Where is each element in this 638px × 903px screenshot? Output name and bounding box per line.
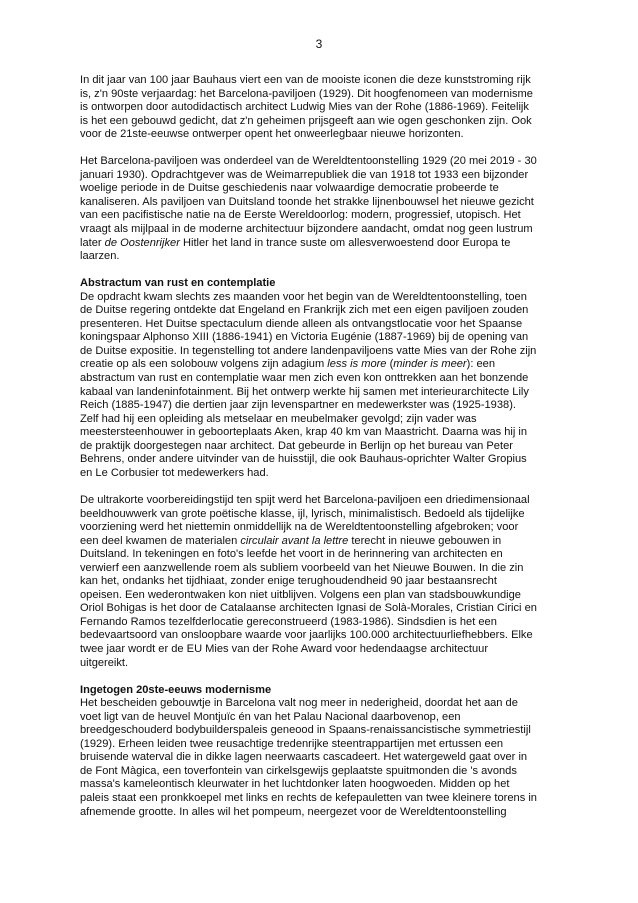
text-segment: en Le Corbusier tot medewerkers had. bbox=[80, 466, 269, 479]
text-line bbox=[80, 182, 568, 196]
text-segment: Duitsland. In tekeningen en foto's leefde het voort in de herinnering van architecten en bbox=[80, 548, 503, 561]
text-line bbox=[80, 562, 568, 576]
text-segment: voet ligt van de heuvel Montjuïc én van het Palau Nacional daarbovenop, een bbox=[80, 710, 461, 723]
text-segment: kan het, ondanks het tijdhiaat, zonder enige terughoudendheid 90 jaar bestaansrecht bbox=[80, 575, 497, 588]
text-segment: kabaal van landeninfotainment. Bij het ontwerp werkte hij samen met interieurarchitecte Lily bbox=[80, 385, 529, 398]
text-segment: abstractum van rust en contemplatie waar men zich even kon onttrekken aan het bonzende bbox=[80, 372, 529, 385]
text-segment: is ontworpen door autodidactisch architect Ludwig Mies van der Rohe (1886-1969). Feitelijk bbox=[80, 101, 529, 114]
text-segment: opeisen. Een wederontwaken kon niet uitblijven. Volgens een plan van stadsbouwkundige bbox=[80, 588, 521, 601]
text-segment: Het Barcelona-paviljoen was onderdeel van de Wereldtentoonstelling 1929 (20 mei 2019 - 30 bbox=[80, 155, 537, 168]
text-line bbox=[80, 629, 568, 643]
text-segment: terecht in nieuwe gebouwen in bbox=[348, 534, 502, 547]
text-line bbox=[80, 778, 568, 792]
italic-text: de Oostenrijker bbox=[104, 236, 180, 249]
paragraph bbox=[80, 74, 568, 142]
text-line bbox=[80, 724, 568, 738]
text-segment: massa's kameleontisch kleurwater in het luchtdonker laten hoogwoeden. Midden op het bbox=[80, 778, 510, 791]
text-line bbox=[80, 806, 568, 820]
text-line bbox=[80, 751, 568, 765]
text-segment: Fernando Ramos tezelfderlocatie gereconstrueerd (1983-1986). Sindsdien is het een bbox=[80, 615, 497, 628]
text-segment: twee jaar wordt er de EU Mies van der Rohe Award voor hedendaagse architectuur bbox=[80, 642, 489, 655]
text-line bbox=[80, 169, 568, 183]
text-segment: De ultrakorte voorbereidingstijd ten spijt werd het Barcelona-paviljoen een driedimensionaal bbox=[80, 493, 530, 506]
paragraph bbox=[80, 277, 568, 480]
text-line bbox=[80, 440, 568, 454]
text-line bbox=[80, 426, 568, 440]
text-line bbox=[80, 101, 568, 115]
text-segment: Het bescheiden gebouwtje in Barcelona valt nog meer in nederigheid, doordat het aan de bbox=[80, 697, 518, 710]
text-line bbox=[80, 792, 568, 806]
text-segment: uitgereikt. bbox=[80, 656, 129, 669]
text-line bbox=[80, 738, 568, 752]
text-segment: In dit jaar van 100 jaar Bauhaus viert een van de mooiste iconen die deze kunststroming rijk bbox=[80, 74, 531, 86]
text-segment: Oriol Bohigas is het door de Catalaanse architecten Ignasi de Solà-Morales, Cristian Cirici en bbox=[80, 602, 537, 615]
text-line bbox=[80, 521, 568, 535]
text-segment: bruisende waterval die in dikke lagen neerwaarts cascadeert. Het watergeweld gaat over in bbox=[80, 751, 528, 764]
text-line bbox=[80, 589, 568, 603]
text-segment: januari 1930). Opdrachtgever was de Weimarrepubliek die van 1918 tot 1933 een bijzonder bbox=[80, 168, 529, 181]
text-segment: de praktijk doorgestegen naar architect. Dat gebeurde in Berlijn op het bureau van Peter bbox=[80, 439, 513, 452]
section-heading: Ingetogen 20ste-eeuws modernisme bbox=[80, 683, 272, 696]
text-segment: De opdracht kwam slechts zes maanden voor het begin van de Wereldtentoonstelling, toen bbox=[80, 290, 527, 303]
text-segment: de Font Màgica, een toverfontein van cirkelsgewijs geplaatste spuitmonden die 's avonds bbox=[80, 764, 517, 777]
text-segment: voor de 21ste-eeuwse ontwerper opent het onweerlegbaar nieuwe horizonten. bbox=[80, 128, 464, 141]
text-segment: beeldhouwwerk van grote poëtische klasse, ijl, lyrisch, minimalistisch. Bedoeld als tijdelijke bbox=[80, 507, 525, 520]
text-segment: breedgeschouderd bodybuilderspaleis geneood in Spaans-renaissancistische symmetriestijl bbox=[80, 724, 531, 737]
text-segment: (1929). Erheen leiden twee reusachtige tredenrijke steentrappartijen met ertussen een bbox=[80, 737, 504, 750]
text-segment: vraagt als mijlpaal in de moderne architectuur bijzondere aandacht, omdat nog geen lustrum bbox=[80, 223, 533, 236]
text-line bbox=[80, 345, 568, 359]
text-line bbox=[80, 467, 568, 481]
text-line bbox=[80, 74, 568, 88]
text-line bbox=[80, 358, 568, 372]
text-line bbox=[80, 548, 568, 562]
text-line bbox=[80, 128, 568, 142]
text-segment: meestersteenhouwer in geboorteplaats Aken, krap 40 km van Maastricht. Daarna was hij in bbox=[80, 426, 528, 439]
document-body bbox=[80, 74, 568, 819]
paragraph bbox=[80, 684, 568, 819]
text-segment: afnemende grootte. In alles wil het pompeum, neergezet voor de Wereldtentoonstelling bbox=[80, 805, 507, 818]
text-segment: woelige periode in de Duitse geschiedenis naar volwaardige democratie probeerde te bbox=[80, 182, 499, 195]
text-line bbox=[80, 616, 568, 630]
text-segment: laarzen. bbox=[80, 250, 120, 263]
text-segment: is het een gebouwd gedicht, dat z'n geheimen prijsgeeft aan wie ogen geschonken zijn. Ook bbox=[80, 114, 532, 127]
text-segment: een deel kwamen de materialen bbox=[80, 534, 241, 547]
paragraph bbox=[80, 155, 568, 263]
text-line bbox=[80, 304, 568, 318]
section-heading: Abstractum van rust en contemplatie bbox=[80, 277, 276, 290]
text-line bbox=[80, 318, 568, 332]
text-line bbox=[80, 711, 568, 725]
text-line bbox=[80, 508, 568, 522]
text-segment: Behrens, onder andere uitvinder van de huisstijl, die ook Bauhaus-oprichter Walter Gropius bbox=[80, 453, 527, 466]
text-segment: ( bbox=[386, 358, 394, 371]
text-segment: paleis staat een pronkkoepel met links en rechts de kefepauletten van twee kleinere torens in bbox=[80, 791, 537, 804]
text-line bbox=[80, 602, 568, 616]
text-line bbox=[80, 88, 568, 102]
italic-text: less is more bbox=[327, 358, 387, 371]
text-segment: presenteren. Het Duitse spectaculum diende alleen als ontvangstlocatie voor het Spaanse bbox=[80, 317, 523, 330]
text-segment: creatie op als een solobouw volgens zijn adagium bbox=[80, 358, 328, 371]
text-segment: verwierf een aanzwellende roem als subliem voorbeeld van het Nieuwe Bouwen. In die zin bbox=[80, 561, 524, 574]
text-segment: de Duitse regering ontdekte dat Engeland en Frankrijk zich met een eigen paviljoen zouden bbox=[80, 304, 529, 317]
text-line bbox=[80, 291, 568, 305]
text-segment: kanaliseren. Als paviljoen van Duitsland toonde het strakke lijnenbouwsel het nieuwe gezicht bbox=[80, 195, 534, 208]
text-segment: bedevaartsoord van onsloopbare waarde voor jaarlijks 100.000 architectuurliefhebbers. Elke bbox=[80, 629, 533, 642]
page-number: 3 bbox=[315, 37, 323, 51]
text-line bbox=[80, 453, 568, 467]
text-segment: voorziening werd het niettemin onmiddellijk na de Wereldtentoonstelling afgebroken; voor bbox=[80, 521, 519, 534]
text-line bbox=[80, 250, 568, 264]
text-line bbox=[80, 413, 568, 427]
text-segment: ): een bbox=[466, 358, 496, 371]
italic-text: circulair avant la lettre bbox=[240, 534, 349, 547]
text-segment: later bbox=[80, 236, 105, 249]
text-line bbox=[80, 209, 568, 223]
text-segment: Zelf had hij een opleiding als metselaar en meubelmaker gevolgd; zijn vader was bbox=[80, 412, 477, 425]
italic-text: minder is meer bbox=[393, 358, 467, 371]
text-line bbox=[80, 372, 568, 386]
paragraph bbox=[80, 494, 568, 670]
text-segment: Hitler het land in trance suste om allesverwoestend door Europa te bbox=[179, 236, 511, 249]
text-line bbox=[80, 237, 568, 251]
text-segment: de Duitse expositie. In tegenstelling tot andere landenpaviljoens vatte Mies van der Rohe zijn bbox=[80, 344, 537, 357]
text-line bbox=[80, 115, 568, 129]
text-segment: is, z'n 90ste verjaardag: het Barcelona-paviljoen (1929). Dit hoogfenomeen van modernisme bbox=[80, 87, 533, 100]
text-line bbox=[80, 643, 568, 657]
text-line bbox=[80, 386, 568, 400]
text-line bbox=[80, 331, 568, 345]
text-line bbox=[80, 494, 568, 508]
text-line bbox=[80, 657, 568, 671]
text-segment: van een pacifistische natie na de Eerste Wereldoorlog: modern, progressief, utopisch. Het bbox=[80, 209, 521, 222]
text-segment: Reich (1885-1947) die dertien jaar zijn levenspartner en medewerkster was (1925-1938). bbox=[80, 399, 516, 412]
text-line bbox=[80, 765, 568, 779]
text-line bbox=[80, 575, 568, 589]
text-line bbox=[80, 223, 568, 237]
text-segment: koningspaar Alphonso XIII (1886-1941) en Victoria Eugénie (1887-1969) bij de opening van bbox=[80, 331, 529, 344]
text-line bbox=[80, 399, 568, 413]
text-line bbox=[80, 697, 568, 711]
text-line bbox=[80, 155, 568, 169]
text-line bbox=[80, 196, 568, 210]
text-line bbox=[80, 535, 568, 549]
